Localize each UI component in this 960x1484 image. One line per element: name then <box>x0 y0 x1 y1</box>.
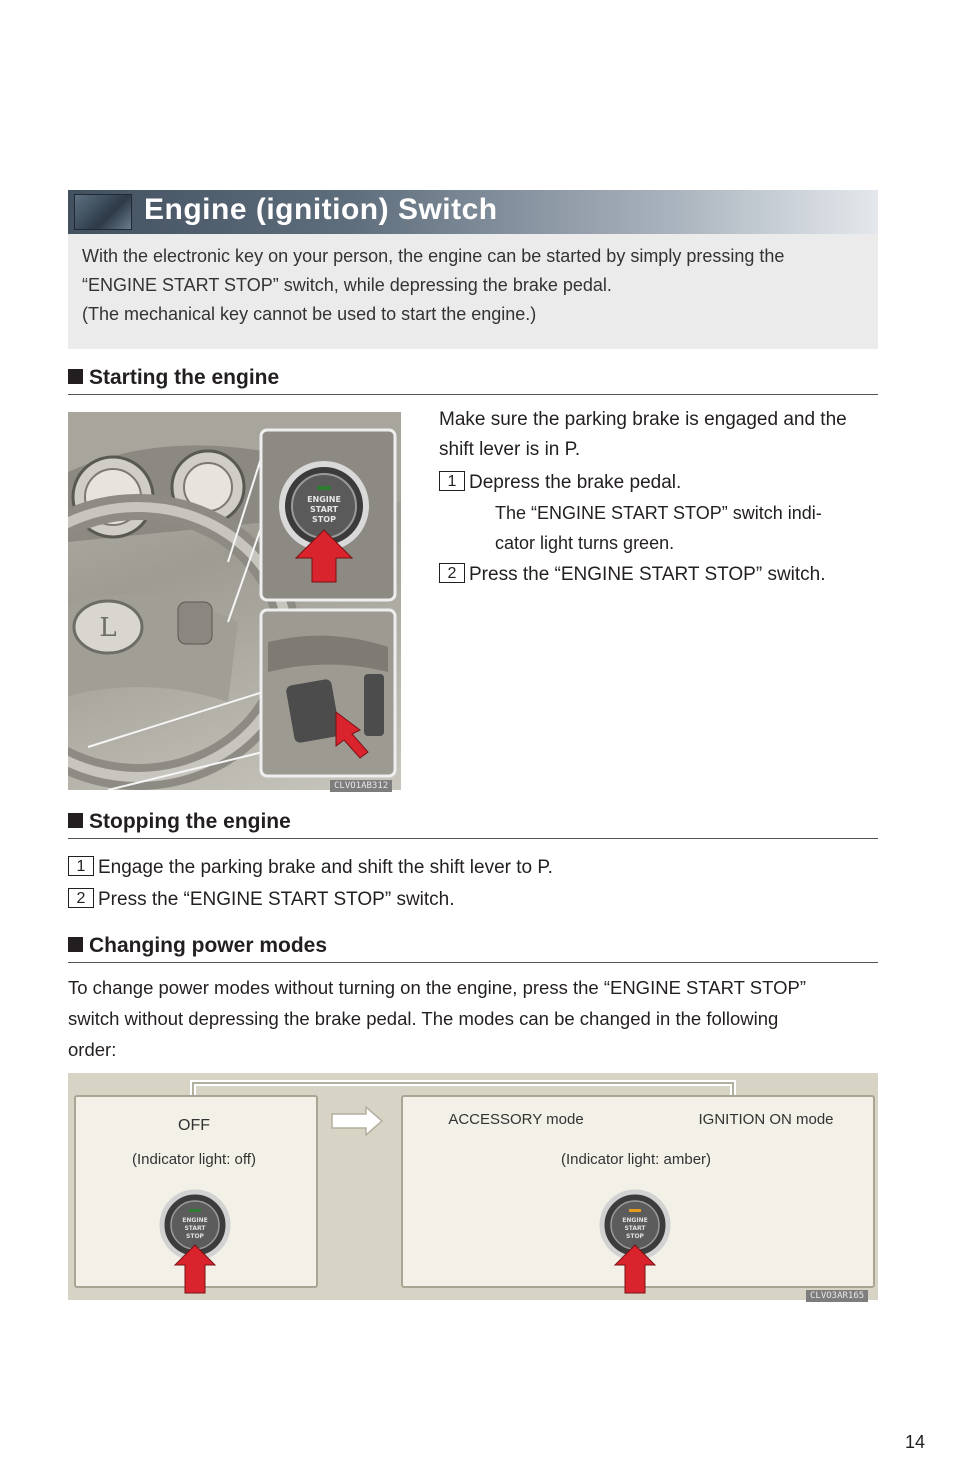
step-note <box>439 498 879 558</box>
section-heading-text: Starting the engine <box>89 366 280 389</box>
section-heading-text: Changing power modes <box>89 934 328 957</box>
off-label: OFF <box>178 1117 210 1134</box>
step-text: Engage the parking brake and shift the shift lever to P. <box>98 857 553 878</box>
section-heading-modes <box>68 934 878 963</box>
button-text: STOP <box>312 515 336 524</box>
step-2 <box>68 884 878 916</box>
step-1 <box>439 468 879 498</box>
image-code: CLVO3AR165 <box>806 1290 868 1302</box>
step-number: 1 <box>68 856 94 876</box>
intro-line: “ENGINE START STOP” switch, while depressing the brake pedal. <box>82 275 612 295</box>
starting-instructions <box>439 405 879 590</box>
intro-line: With the electronic key on your person, the engine can be started by simply pressing the <box>82 246 785 266</box>
note-line: The “ENGINE START STOP” switch indi- <box>495 503 822 523</box>
engine-start-illustration <box>68 412 401 790</box>
button-text: START <box>309 505 339 514</box>
svg-text:START: START <box>184 1225 206 1232</box>
modes-line: To change power modes without turning on the engine, press the “ENGINE START STOP” <box>68 977 806 998</box>
title-thumbnail <box>74 194 132 230</box>
image-code: CLVO1AB312 <box>330 780 392 792</box>
start-button-amber-icon <box>585 1185 685 1295</box>
page-number: 14 <box>904 1432 925 1452</box>
step-1 <box>68 852 878 884</box>
power-modes-illustration <box>68 1073 878 1300</box>
svg-text:START: START <box>624 1225 646 1232</box>
stopping-steps <box>68 852 878 916</box>
note-line: cator light turns green. <box>495 533 675 553</box>
on-indicator-label: (Indicator light: amber) <box>560 1151 712 1168</box>
step-text: Press the “ENGINE START STOP” switch. <box>469 564 826 585</box>
section-heading-text: Stopping the engine <box>89 810 291 833</box>
section-heading-starting <box>68 366 878 395</box>
page-title: Engine (ignition) Switch <box>144 193 498 226</box>
ignition-mode-label: IGNITION ON mode <box>698 1111 834 1128</box>
step-number: 1 <box>439 471 465 491</box>
accessory-mode-label: ACCESSORY mode <box>448 1111 584 1128</box>
intro-box <box>68 234 878 349</box>
modes-line: order: <box>68 1039 117 1060</box>
modes-line: switch without depressing the brake pedal. The modes can be changed in the following <box>68 1008 779 1029</box>
step-number: 2 <box>439 563 465 583</box>
section-heading-stopping <box>68 810 878 839</box>
modes-paragraph <box>68 972 878 1065</box>
svg-text:L: L <box>99 613 117 643</box>
lead-line: shift lever is in P. <box>439 439 581 460</box>
step-2 <box>439 560 879 590</box>
square-bullet-icon <box>68 369 83 384</box>
start-button-off-icon <box>145 1185 245 1295</box>
title-banner <box>68 190 878 234</box>
svg-text:STOP: STOP <box>626 1233 644 1240</box>
step-number: 2 <box>68 888 94 908</box>
off-indicator-label: (Indicator light: off) <box>132 1151 256 1168</box>
svg-text:ENGINE: ENGINE <box>622 1217 648 1224</box>
button-text: ENGINE <box>307 495 341 504</box>
step-text: Press the “ENGINE START STOP” switch. <box>98 889 455 910</box>
step-text: Depress the brake pedal. <box>469 472 682 493</box>
square-bullet-icon <box>68 937 83 952</box>
square-bullet-icon <box>68 813 83 828</box>
svg-text:STOP: STOP <box>186 1233 204 1240</box>
lead-line: Make sure the parking brake is engaged and the <box>439 409 847 430</box>
intro-line: (The mechanical key cannot be used to start the engine.) <box>82 304 537 324</box>
svg-text:ENGINE: ENGINE <box>182 1217 208 1224</box>
